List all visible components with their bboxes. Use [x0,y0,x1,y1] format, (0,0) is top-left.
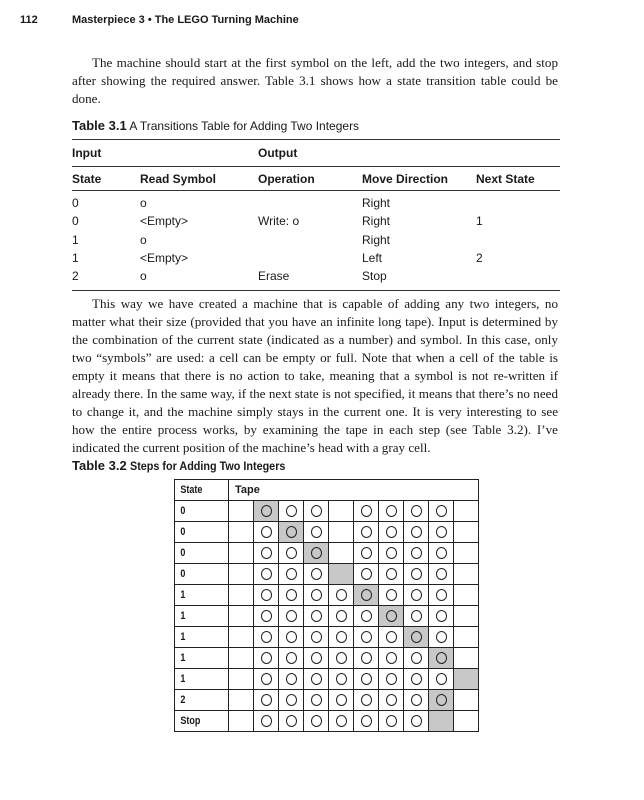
tape-symbol-icon [261,715,272,727]
tape-cell [279,606,304,627]
tape-cell [454,585,479,606]
tape-head-cell [354,585,379,606]
tape-symbol-icon [436,526,447,538]
tape-cell [379,711,404,732]
tape-cell [279,690,304,711]
tape-cell [379,522,404,543]
tape-symbol-icon [286,673,297,685]
tape-symbol-icon [311,505,322,517]
tape-cell [254,522,279,543]
tape-cell [254,648,279,669]
tape-symbol-icon [436,589,447,601]
tape-symbol-icon [386,568,397,580]
table-2-state-cell: 1 [175,648,219,669]
tape-symbol-icon [261,589,272,601]
table-1-caption [72,118,359,133]
tape-symbol-icon [311,568,322,580]
tape-cell [304,585,329,606]
table-1-cell-move-direction: Right [362,232,391,247]
table-2-row [175,648,479,669]
table-2-state-cell: 1 [175,669,219,690]
tape-cell [304,501,329,522]
tape-cell [429,501,454,522]
tape-symbol-icon [386,673,397,685]
tape-symbol-icon [336,715,347,727]
table-2-caption [72,458,303,473]
tape-symbol-icon [286,715,297,727]
table-1-col-move-direction: Move Direction [362,172,449,186]
table-2-caption-number: Table 3.2 [72,458,127,473]
tape-symbol-icon [286,568,297,580]
table-1-cell-state: 1 [72,250,79,265]
tape-cell [454,606,479,627]
table-2-caption-text: Steps for Adding Two Integers [130,459,286,473]
tape-cell [329,627,354,648]
tape-cell [304,564,329,585]
table-2-state-cell: 0 [175,564,219,585]
tape-symbol-icon [436,505,447,517]
table-2-row [175,690,479,711]
tape-cell [304,627,329,648]
tape-cell [379,648,404,669]
tape-symbol-icon [386,715,397,727]
table-2-header-tape: Tape [229,480,479,501]
tape-head-cell [454,669,479,690]
tape-cell [304,606,329,627]
tape-cell [279,585,304,606]
table-2-row [175,501,479,522]
tape-cell [329,690,354,711]
tape-cell [304,522,329,543]
tape-cell [404,648,429,669]
tape-symbol-icon [261,610,272,622]
tape-cell [229,627,254,648]
tape-cell [379,669,404,690]
page-number: 112 [20,14,38,26]
tape-symbol-icon [336,631,347,643]
table-2-state-cell: 0 [175,501,219,522]
tape-cell [354,690,379,711]
tape-symbol-icon [361,505,372,517]
tape-symbol-icon [411,526,422,538]
tape-symbol-icon [411,694,422,706]
tape-cell [254,627,279,648]
tape-cell [429,606,454,627]
table-1-cell-read-symbol: o [140,196,147,210]
tape-cell [429,564,454,585]
tape-symbol-icon [286,589,297,601]
tape-symbol-icon [361,673,372,685]
tape-cell [254,543,279,564]
table-1-cell-operation: Erase [258,269,290,284]
tape-symbol-icon [286,547,297,559]
table-1-cell-read-symbol: o [140,232,147,247]
tape-cell [329,522,354,543]
tape-cell [279,543,304,564]
tape-symbol-icon [261,547,272,559]
table-2-state-cell: Stop [175,711,219,732]
tape-cell [254,606,279,627]
tape-symbol-icon [361,694,372,706]
tape-symbol-icon [361,715,372,727]
tape-cell [404,543,429,564]
tape-cell [454,501,479,522]
table-2-row [175,606,479,627]
tape-symbol-icon [436,694,447,706]
tape-cell [379,690,404,711]
tape-cell [454,711,479,732]
tape-cell [429,522,454,543]
tape-symbol-icon [411,568,422,580]
tape-symbol-icon [286,652,297,664]
tape-symbol-icon [361,631,372,643]
table-1-cell-read-symbol: <Empty> [140,214,189,229]
tape-head-cell [404,627,429,648]
tape-cell [229,711,254,732]
tape-symbol-icon [311,694,322,706]
tape-symbol-icon [311,526,322,538]
tape-symbol-icon [261,694,272,706]
tape-head-cell [279,522,304,543]
running-header [20,14,299,26]
table-1-cell-state: 2 [72,269,79,284]
tape-symbol-icon [336,589,347,601]
table-1-col-next-state: Next State [476,172,535,186]
tape-symbol-icon [386,589,397,601]
tape-symbol-icon [311,673,322,685]
tape-head-cell [254,501,279,522]
tape-cell [229,606,254,627]
tape-symbol-icon [311,631,322,643]
tape-cell [229,522,254,543]
tape-cell [279,627,304,648]
tape-cell [229,585,254,606]
tape-symbol-icon [261,505,272,517]
tape-cell [354,606,379,627]
tape-head-cell [329,564,354,585]
table-2-state-cell: 0 [175,543,219,564]
tape-cell [229,648,254,669]
table-2-steps [174,479,479,732]
table-1-caption-number: Table 3.1 [72,118,127,133]
table-2-header-state: State [175,480,219,501]
tape-symbol-icon [286,631,297,643]
tape-cell [254,585,279,606]
paragraph-2 [72,295,558,457]
tape-cell [404,690,429,711]
table-1-col-operation: Operation [258,172,315,186]
tape-symbol-icon [311,547,322,559]
tape-cell [379,627,404,648]
table-1-cell-state: 1 [72,232,79,247]
table-2-row [175,669,479,690]
table-1-cell-state: 0 [72,214,79,229]
tape-cell [279,564,304,585]
tape-cell [329,501,354,522]
tape-cell [354,522,379,543]
table-1-group-rule [72,166,560,167]
tape-symbol-icon [261,673,272,685]
tape-symbol-icon [436,652,447,664]
tape-cell [254,669,279,690]
tape-cell [304,711,329,732]
tape-symbol-icon [386,526,397,538]
tape-symbol-icon [411,715,422,727]
tape-symbol-icon [336,610,347,622]
table-1-col-state: State [72,172,102,186]
tape-cell [329,543,354,564]
tape-symbol-icon [286,694,297,706]
tape-symbol-icon [436,631,447,643]
tape-symbol-icon [411,610,422,622]
tape-cell [354,711,379,732]
tape-cell [229,690,254,711]
tape-cell [254,690,279,711]
table-1-cell-move-direction: Right [362,214,391,229]
tape-cell [404,564,429,585]
table-1-cell-move-direction: Left [362,250,383,265]
tape-cell [379,585,404,606]
tape-symbol-icon [411,589,422,601]
tape-cell [379,543,404,564]
table-1-cell-read-symbol: <Empty> [140,250,189,265]
table-2-row [175,711,479,732]
tape-symbol-icon [411,505,422,517]
table-2-state-cell: 1 [175,627,219,648]
tape-cell [454,543,479,564]
tape-symbol-icon [386,547,397,559]
tape-symbol-icon [436,610,447,622]
tape-symbol-icon [361,589,372,601]
tape-symbol-icon [386,694,397,706]
tape-symbol-icon [361,526,372,538]
tape-symbol-icon [361,547,372,559]
table-1-caption-text: A Transitions Table for Adding Two Integers [129,119,360,133]
tape-cell [279,501,304,522]
tape-symbol-icon [261,568,272,580]
running-title: Masterpiece 3 • The LEGO Turning Machine [72,14,299,26]
tape-symbol-icon [261,526,272,538]
tape-symbol-icon [286,505,297,517]
tape-cell [329,585,354,606]
tape-cell [354,543,379,564]
tape-symbol-icon [311,610,322,622]
tape-cell [279,711,304,732]
tape-cell [229,669,254,690]
tape-cell [404,501,429,522]
table-1-cell-next-state: 1 [476,214,483,229]
tape-symbol-icon [286,526,297,538]
table-2-state-cell: 1 [175,585,219,606]
tape-symbol-icon [386,505,397,517]
table-1-cell-read-symbol: o [140,269,147,284]
tape-cell [254,564,279,585]
tape-symbol-icon [436,547,447,559]
table-1-cell-move-direction: Right [362,196,391,210]
table-2-state-cell: 0 [175,522,219,543]
table-1-cell-next-state: 2 [476,250,483,265]
tape-cell [404,606,429,627]
table-2-state-cell: 1 [175,606,219,627]
table-2-row [175,627,479,648]
tape-symbol-icon [386,652,397,664]
tape-cell [429,627,454,648]
tape-cell [354,564,379,585]
tape-symbol-icon [361,568,372,580]
tape-head-cell [429,648,454,669]
tape-cell [454,690,479,711]
tape-cell [379,501,404,522]
paragraph-1 [72,54,558,108]
table-1-top-rule [72,139,560,140]
tape-symbol-icon [336,673,347,685]
tape-symbol-icon [336,652,347,664]
tape-symbol-icon [411,673,422,685]
tape-symbol-icon [386,610,397,622]
tape-symbol-icon [361,610,372,622]
tape-cell [454,648,479,669]
tape-symbol-icon [311,715,322,727]
tape-head-cell [379,606,404,627]
tape-symbol-icon [411,547,422,559]
tape-cell [329,648,354,669]
table-2-row [175,543,479,564]
table-1-cell-state: 0 [72,196,79,210]
tape-cell [279,669,304,690]
tape-symbol-icon [311,589,322,601]
table-2-row [175,522,479,543]
tape-cell [229,543,254,564]
tape-cell [404,522,429,543]
tape-cell [304,648,329,669]
tape-cell [354,648,379,669]
tape-cell [304,690,329,711]
table-1-cell-move-direction: Stop [362,269,387,284]
tape-cell [454,627,479,648]
paragraph-1-text: The machine should start at the first symbol on the left, add the two integers, and stop after showing the required answer. Table 3.1 shows how a state transition table could be done. [72,55,558,106]
tape-cell [429,543,454,564]
tape-cell [454,564,479,585]
table-2-row [175,585,479,606]
tape-cell [404,585,429,606]
tape-cell [354,669,379,690]
tape-symbol-icon [436,673,447,685]
tape-head-cell [429,690,454,711]
tape-cell [354,627,379,648]
table-2-row [175,564,479,585]
tape-cell [429,669,454,690]
tape-symbol-icon [386,631,397,643]
tape-symbol-icon [286,610,297,622]
tape-symbol-icon [336,694,347,706]
tape-cell [229,501,254,522]
tape-cell [404,669,429,690]
table-1-col-read-symbol: Read Symbol [140,172,217,186]
paragraph-2-text: This way we have created a machine that is capable of adding any two integers, no matter what their size (provided that you have an infinite long tape). Input is determined by the combination of the current state (indicated as a number) and symbol. In this case, only two “symbols” are used: a cell can be empty or full. Note that when a cell of the table is empty it means that there is no action to take, meaning that a symbol is not re-written if already there. In the same way, if the next state is not specified, it means that there’s no need to change it, and the machine simply stays in the current one. It is very interesting to see how the entire process works, by examining the tape in each step (see Table 3.2). I’ve indicated the current position of the machine’s head with a gray cell. [72,296,558,455]
tape-head-cell [429,711,454,732]
tape-cell [429,585,454,606]
tape-cell [379,564,404,585]
tape-symbol-icon [311,652,322,664]
table-1-header-rule [72,190,560,191]
tape-symbol-icon [361,652,372,664]
tape-cell [229,564,254,585]
tape-symbol-icon [261,652,272,664]
table-1-bottom-rule [72,290,560,291]
tape-cell [354,501,379,522]
tape-symbol-icon [436,568,447,580]
tape-cell [329,711,354,732]
tape-cell [329,669,354,690]
table-2-state-cell: 2 [175,690,219,711]
table-2-header-row [175,480,479,501]
tape-symbol-icon [411,631,422,643]
tape-head-cell [304,543,329,564]
tape-cell [279,648,304,669]
tape-cell [304,669,329,690]
tape-cell [404,711,429,732]
table-1-cell-operation: Write: o [258,214,300,229]
tape-cell [254,711,279,732]
table-1-group-output: Output [258,146,298,160]
tape-cell [454,522,479,543]
table-1-group-input: Input [72,146,102,160]
tape-symbol-icon [261,631,272,643]
tape-cell [329,606,354,627]
tape-symbol-icon [411,652,422,664]
